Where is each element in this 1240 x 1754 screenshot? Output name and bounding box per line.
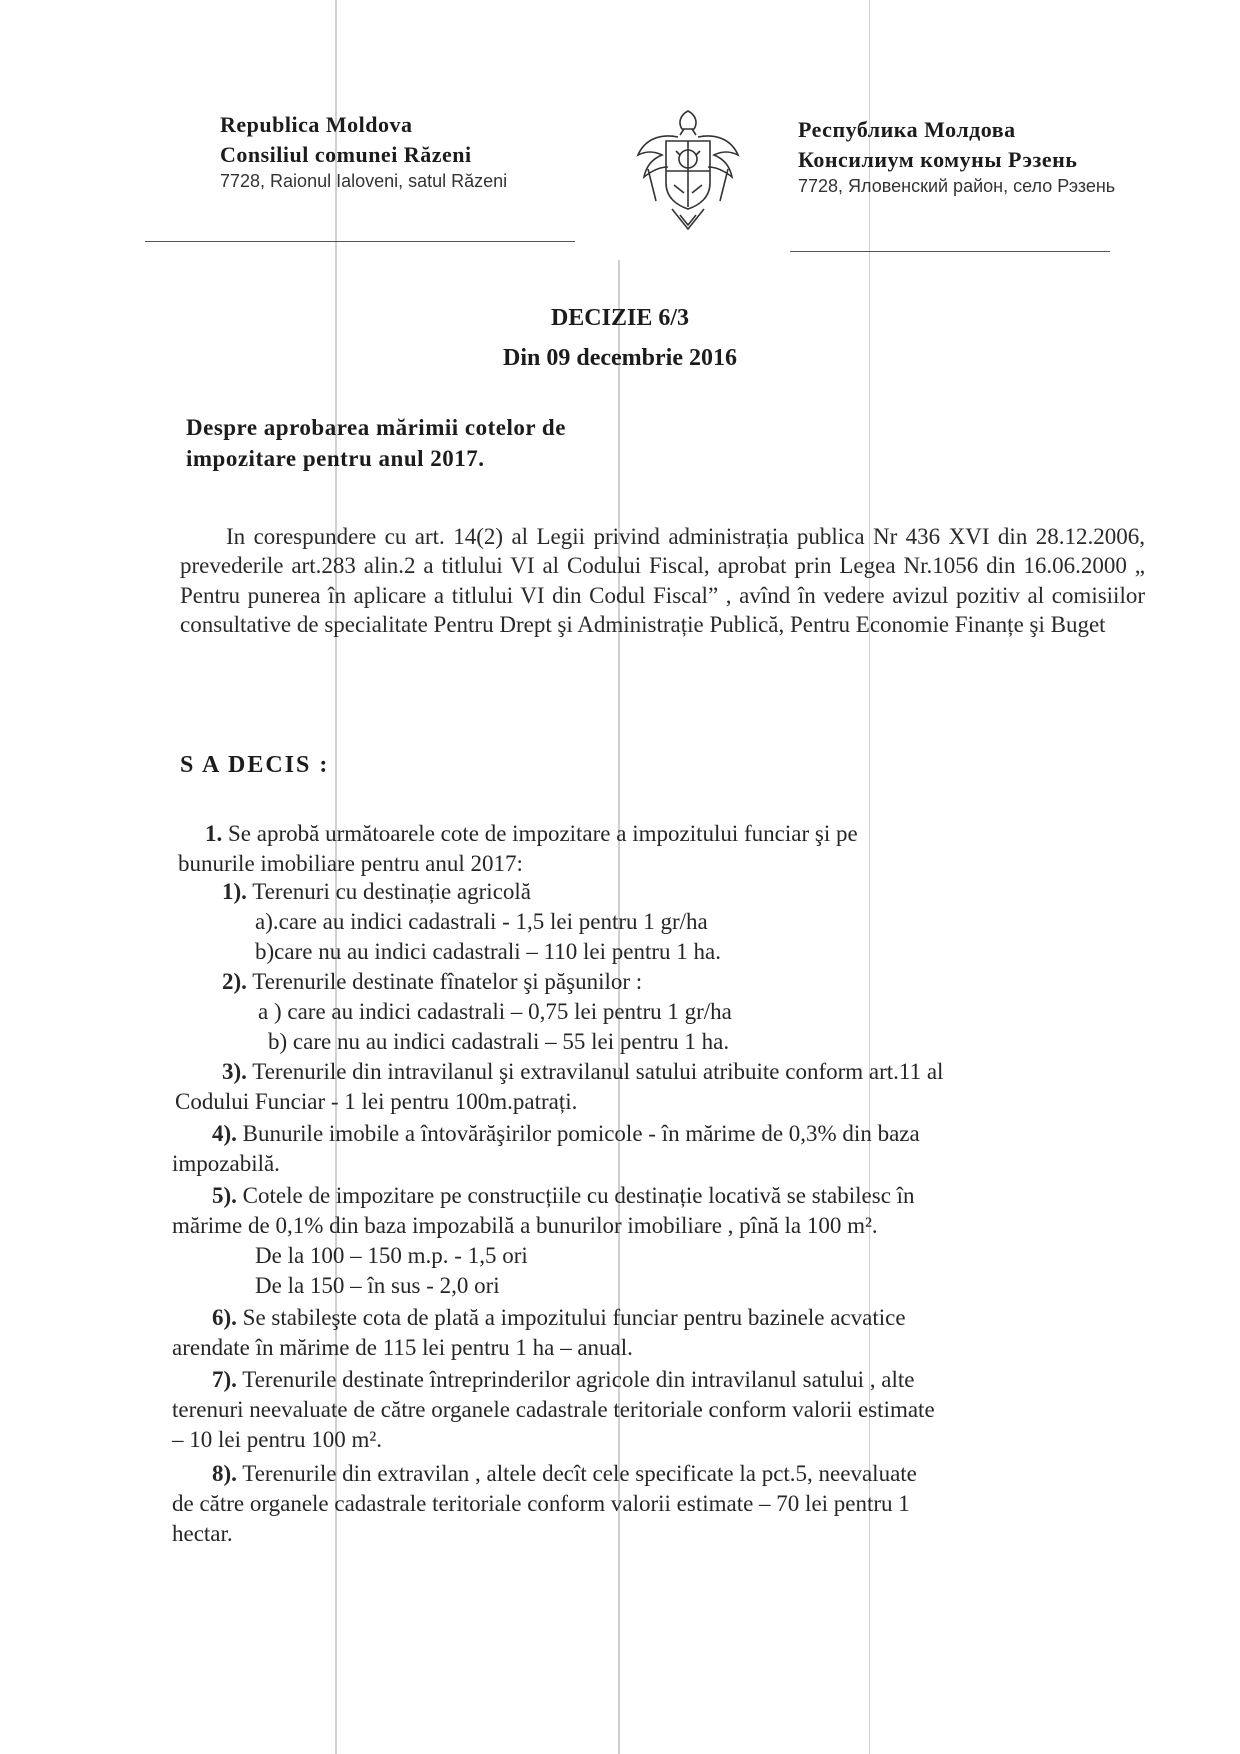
sub-4-line-2: impozabilă. (172, 1151, 280, 1176)
sub-3-text: Terenurile din intravilanul şi extravilanul satului atribuite conform art.11 al (252, 1059, 944, 1084)
header-right-rule (790, 251, 1110, 252)
sub-5-line-1 (212, 1182, 915, 1210)
item-1-line-1 (205, 820, 858, 848)
sub-6-line-1 (212, 1304, 906, 1332)
sub-3-line-2: Codului Funciar - 1 lei pentru 100m.patrați. (175, 1089, 578, 1114)
header-left (220, 110, 507, 194)
sub-2b-line: b) care nu au indici cadastrali – 55 lei pentru 1 ha. (268, 1029, 730, 1054)
sub-4-number: 4). (212, 1121, 237, 1146)
sub-5-line-3: De la 100 – 150 m.p. - 1,5 ori (255, 1243, 528, 1268)
item-1-number: 1. (205, 821, 223, 846)
sub-8-text: Terenurile din extravilan , altele decît cele specificate la pct.5, neevaluate (242, 1461, 917, 1486)
header-left-address: 7728, Raionul Ialoveni, satul Răzeni (220, 171, 508, 192)
subject-line-1: Despre aprobarea mărimii cotelor de (186, 415, 566, 440)
sub-8-line-1 (212, 1460, 917, 1488)
preamble-paragraph: In corespundere cu art. 14(2) al Legii privind administrația publica Nr 436 XVI din 28.12.2006, prevederile art.283 alin.2 a titlului VI al Codului Fiscal, aprobat prin Legea Nr.1056 din 16.06.2000 „ Pentru punerea în aplicare a titlului VI din Codul Fiscal” , avînd în vedere avizul pozitiv al comisiilor consultative de specialitate Pentru Drept şi Administrație Publică, Pentru Economie Finanțe şi Buget (180, 524, 1145, 638)
sub-5-line-2: mărime de 0,1% din baza impozabilă a bunurilor imobiliare , pînă la 100 m². (172, 1213, 878, 1238)
sub-2-text: Terenurile destinate fînatelor şi păşunilor : (252, 969, 643, 994)
sub-7-text: Terenurile destinate întreprinderilor agricole din intravilanul satului , alte (242, 1367, 915, 1392)
item-1-text: Se aprobă următoarele cote de impozitare a impozitului funciar şi pe (228, 821, 858, 846)
sub-2a-line: a ) care au indici cadastrali – 0,75 lei pentru 1 gr/ha (258, 999, 732, 1024)
sub-5-text: Cotele de impozitare pe construcțiile cu destinație locativă se stabilesc în (242, 1183, 915, 1208)
header-right-council: Консилиум комуны Рэзень (798, 146, 1078, 172)
header-right-country: Республика Молдова (798, 117, 1016, 142)
sub-1a-line: a).care au indici cadastrali - 1,5 lei pentru 1 gr/ha (255, 909, 708, 934)
sub-5-line-4: De la 150 – în sus - 2,0 ori (255, 1273, 500, 1298)
sub-2-number: 2). (222, 969, 247, 994)
moldova-coat-of-arms-icon (628, 105, 748, 233)
sub-8-line-2: de către organele cadastrale teritoriale conform valorii estimate – 70 lei pentru 1 (172, 1491, 910, 1516)
header-left-country: Republica Moldova (220, 112, 413, 137)
sub-3-number: 3). (222, 1059, 247, 1084)
sub-8-line-3: hectar. (172, 1521, 233, 1546)
sub-6-line-2: arendate în mărime de 115 lei pentru 1 ha – anual. (172, 1335, 633, 1360)
decision-title: DECIZIE 6/3 (550, 305, 690, 331)
header-left-council: Consiliul comunei Răzeni (220, 141, 472, 167)
decision-subject (186, 412, 566, 474)
sub-6-number: 6). (212, 1305, 237, 1330)
item-1-line-2: bunurile imobiliare pentru anul 2017: (178, 851, 523, 876)
sub-1b-line: b)care nu au indici cadastrali – 110 lei pentru 1 ha. (255, 939, 721, 964)
subject-line-2: impozitare pentru anul 2017. (186, 446, 485, 472)
header-right (798, 115, 1115, 199)
sub-7-number: 7). (212, 1367, 237, 1392)
header-left-rule (145, 241, 575, 242)
sub-1-text: Terenuri cu destinație agricolă (252, 879, 531, 904)
sub-6-text: Se stabileşte cota de plată a impozitului funciar pentru bazinele acvatice (242, 1305, 906, 1330)
sub-3-line-1 (222, 1058, 943, 1086)
sub-5-number: 5). (212, 1183, 237, 1208)
sub-7-line-3: – 10 lei pentru 100 m². (172, 1427, 383, 1452)
sub-8-number: 8). (212, 1461, 237, 1486)
sub-7-line-2: terenuri neevaluate de către organele cadastrale teritoriale conform valorii estimate (172, 1397, 935, 1422)
sub-2-line (222, 968, 642, 996)
decided-heading: S A DECIS : (180, 752, 330, 778)
header-right-address: 7728, Яловенский район, село Рэзень (798, 176, 1116, 197)
sub-7-line-1 (212, 1366, 914, 1394)
sub-4-text: Bunurile imobile a întovărăşirilor pomicole - în mărime de 0,3% din baza (242, 1121, 920, 1146)
decision-date: Din 09 decembrie 2016 (503, 345, 737, 371)
sub-1-number: 1). (222, 879, 247, 904)
sub-1-line (222, 878, 531, 906)
sub-4-line-1 (212, 1120, 920, 1148)
